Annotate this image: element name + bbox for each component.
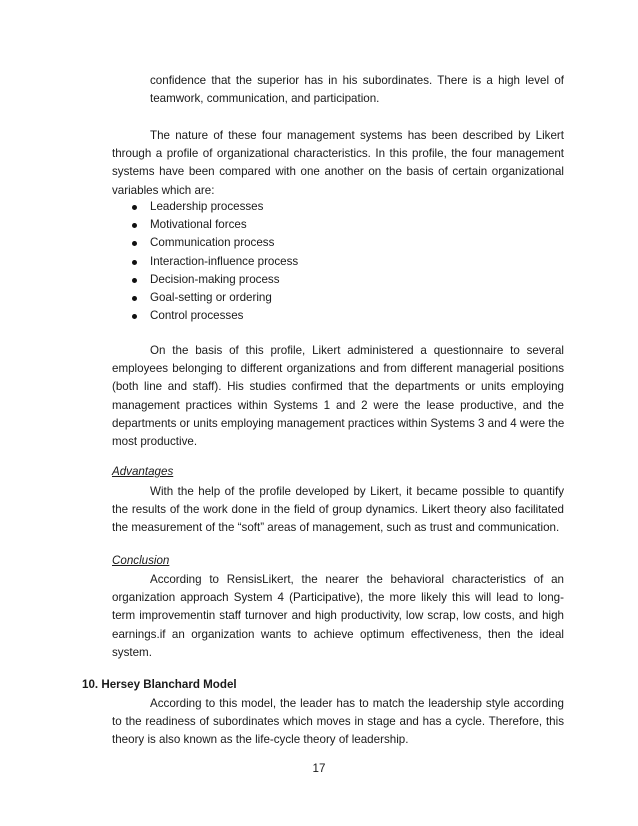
list-item [128, 216, 298, 234]
text-line: the measurement of the “soft” areas of management, such as trust and communication. [112, 521, 560, 535]
text-line: system. [112, 645, 152, 659]
text-line: employees belonging to different organizations and from different managerial positions [112, 362, 564, 376]
section-heading: 10. Hersey Blanchard Model [82, 678, 237, 691]
text-line: most productive. [112, 434, 198, 448]
bullet-icon [132, 241, 137, 246]
text-line: management practices within Systems 1 and 2 were the lease productive, and the [112, 398, 564, 412]
text-line: to the readiness of subordinates which moves in stage and has a cycle. Therefore, this [112, 715, 564, 729]
bullet-icon [132, 205, 137, 210]
text-line: organization approach System 4 (Participative), the more likely this will lead to long- [112, 591, 564, 605]
text-line: systems have been compared with one another on the basis of certain organizational [112, 165, 564, 179]
paragraph-nature [112, 127, 564, 200]
paragraph-basis [112, 342, 564, 451]
list-item-label: Decision-making process [150, 272, 280, 286]
text-line: According to RensisLikert, the nearer the behavioral characteristics of an [150, 573, 564, 586]
list-item [128, 289, 298, 307]
text-line: through a profile of organizational characteristics. In this profile, the four management [112, 147, 564, 161]
paragraph-advantages [112, 483, 564, 538]
bullet-icon [132, 223, 137, 228]
bullet-icon [132, 260, 137, 265]
bullet-icon [132, 314, 137, 319]
bullet-icon [132, 296, 137, 301]
list-item-label: Control processes [150, 309, 244, 323]
list-item-label: Interaction-influence process [150, 254, 299, 268]
text-line: The nature of these four management systems has been described by Likert [150, 129, 564, 142]
text-line: theory is also known as the life-cycle theory of leadership. [112, 733, 409, 747]
text-line: On the basis of this profile, Likert administered a questionnaire to several [150, 344, 564, 357]
list-item [128, 307, 298, 325]
text-line: With the help of the profile developed by Likert, it became possible to quantify [150, 485, 564, 498]
list-item [128, 198, 298, 216]
paragraph-conclusion [112, 571, 564, 662]
list-item-label: Leadership processes [150, 200, 264, 213]
text-line: the results of the work done in the field of group dynamics. Likert theory also facilitated [112, 503, 564, 517]
paragraph-continuation [150, 72, 564, 108]
text-line: According to this model, the leader has to match the leadership style according [150, 697, 564, 710]
bullet-icon [132, 278, 137, 283]
text-line: teamwork, communication, and participation. [150, 92, 380, 106]
page-number: 17 [312, 762, 326, 775]
advantages-heading: Advantages [112, 465, 174, 478]
paragraph-hersey [112, 695, 564, 750]
text-line: (both line and staff). His studies confirmed that the departments or units employing [112, 380, 564, 394]
text-line: confidence that the superior has in his subordinates. There is a high level of [150, 74, 564, 87]
text-line: departments or units employing management practices within Systems 3 and 4 were the [112, 416, 565, 430]
list-item [128, 271, 298, 289]
list-item [128, 253, 298, 271]
list-item-label: Goal-setting or ordering [150, 290, 272, 304]
text-line: variables which are: [112, 183, 215, 197]
conclusion-heading: Conclusion [112, 554, 170, 567]
list-item [128, 234, 298, 252]
variables-list [128, 198, 298, 325]
text-line: term improvementin staff turnover and high productivity, low scrap, low costs, and high [112, 609, 564, 623]
list-item-label: Communication process [150, 236, 275, 250]
text-line: earnings.if an organization wants to achieve optimum effectiveness, then the ideal [112, 627, 564, 641]
list-item-label: Motivational forces [150, 218, 247, 232]
